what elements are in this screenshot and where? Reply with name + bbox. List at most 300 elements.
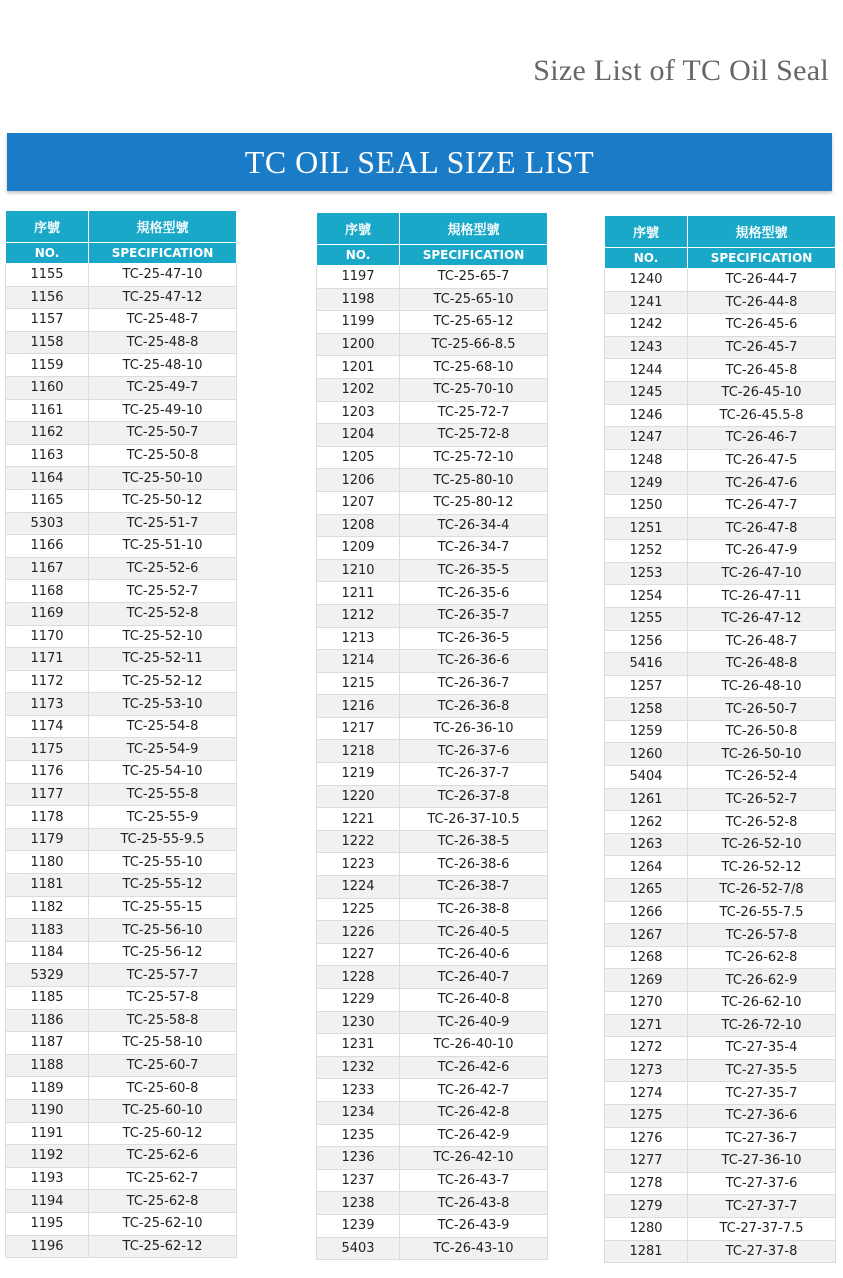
no-cell: 1216 xyxy=(317,695,400,718)
spec-cell: TC-25-58-8 xyxy=(89,1009,237,1032)
table-row xyxy=(317,650,548,673)
spec-cell: TC-26-52-8 xyxy=(688,811,836,834)
header-no-en: NO. xyxy=(6,243,89,264)
spec-cell: TC-25-51-7 xyxy=(89,512,237,535)
no-cell: 1234 xyxy=(317,1101,400,1124)
spec-cell: TC-25-56-12 xyxy=(89,941,237,964)
table-row xyxy=(6,828,237,851)
table-row xyxy=(317,876,548,899)
table-row xyxy=(317,1214,548,1237)
no-cell: 1183 xyxy=(6,919,89,942)
no-cell: 1236 xyxy=(317,1147,400,1170)
spec-cell: TC-25-55-12 xyxy=(89,874,237,897)
spec-cell: TC-25-70-10 xyxy=(400,378,548,401)
no-cell: 1172 xyxy=(6,670,89,693)
table-row xyxy=(605,856,836,879)
spec-cell: TC-25-80-12 xyxy=(400,491,548,514)
spec-cell: TC-26-42-7 xyxy=(400,1079,548,1102)
spec-cell: TC-26-43-8 xyxy=(400,1192,548,1215)
table-row xyxy=(605,517,836,540)
no-cell: 1263 xyxy=(605,833,688,856)
spec-cell: TC-26-45-8 xyxy=(688,359,836,382)
table-row xyxy=(6,1212,237,1235)
no-cell: 1195 xyxy=(6,1212,89,1235)
size-table-2 xyxy=(316,212,548,1260)
no-cell: 1218 xyxy=(317,740,400,763)
table-row xyxy=(605,494,836,517)
no-cell: 1202 xyxy=(317,378,400,401)
table-row xyxy=(605,1037,836,1060)
table-row xyxy=(317,966,548,989)
spec-cell: TC-25-52-8 xyxy=(89,602,237,625)
table-row xyxy=(317,604,548,627)
spec-cell: TC-25-54-9 xyxy=(89,738,237,761)
no-cell: 1281 xyxy=(605,1240,688,1263)
spec-cell: TC-25-51-10 xyxy=(89,535,237,558)
no-cell: 1186 xyxy=(6,1009,89,1032)
spec-cell: TC-27-35-5 xyxy=(688,1059,836,1082)
spec-cell: TC-27-36-7 xyxy=(688,1127,836,1150)
spec-cell: TC-26-45.5-8 xyxy=(688,404,836,427)
table-row xyxy=(605,1217,836,1240)
table-row xyxy=(6,783,237,806)
table-row xyxy=(317,378,548,401)
spec-cell: TC-25-62-7 xyxy=(89,1167,237,1190)
no-cell: 1255 xyxy=(605,607,688,630)
table-row xyxy=(605,1240,836,1263)
spec-cell: TC-26-44-8 xyxy=(688,291,836,314)
no-cell: 1279 xyxy=(605,1195,688,1218)
spec-cell: TC-25-62-8 xyxy=(89,1190,237,1213)
spec-cell: TC-25-50-12 xyxy=(89,489,237,512)
spec-cell: TC-26-52-4 xyxy=(688,766,836,789)
no-cell: 1225 xyxy=(317,898,400,921)
no-cell: 1264 xyxy=(605,856,688,879)
table-row xyxy=(317,1192,548,1215)
table-row xyxy=(6,444,237,467)
spec-cell: TC-26-35-5 xyxy=(400,559,548,582)
no-cell: 1233 xyxy=(317,1079,400,1102)
spec-cell: TC-26-48-10 xyxy=(688,675,836,698)
no-cell: 1187 xyxy=(6,1032,89,1055)
table-row xyxy=(317,921,548,944)
no-cell: 1214 xyxy=(317,650,400,673)
table-row xyxy=(6,715,237,738)
no-cell: 1156 xyxy=(6,286,89,309)
table-row xyxy=(605,607,836,630)
table-row xyxy=(605,1104,836,1127)
spec-cell: TC-25-52-7 xyxy=(89,580,237,603)
spec-cell: TC-26-52-7 xyxy=(688,788,836,811)
spec-cell: TC-25-54-10 xyxy=(89,761,237,784)
header-no-cn: 序號 xyxy=(6,211,89,243)
no-cell: 1253 xyxy=(605,562,688,585)
no-cell: 1170 xyxy=(6,625,89,648)
table-row xyxy=(6,1145,237,1168)
no-cell: 1243 xyxy=(605,336,688,359)
spec-cell: TC-26-36-6 xyxy=(400,650,548,673)
spec-cell: TC-25-49-7 xyxy=(89,376,237,399)
table-row xyxy=(605,1014,836,1037)
table-row xyxy=(317,288,548,311)
spec-cell: TC-25-80-10 xyxy=(400,469,548,492)
spec-cell: TC-26-40-5 xyxy=(400,921,548,944)
no-cell: 1181 xyxy=(6,874,89,897)
table-row xyxy=(317,401,548,424)
size-table-1 xyxy=(5,210,237,1258)
spec-cell: TC-26-37-6 xyxy=(400,740,548,763)
no-cell: 1157 xyxy=(6,309,89,332)
no-cell: 1265 xyxy=(605,879,688,902)
table-row xyxy=(605,314,836,337)
table-row xyxy=(6,1167,237,1190)
table-row xyxy=(6,1054,237,1077)
table-row xyxy=(6,1099,237,1122)
spec-cell: TC-25-55-8 xyxy=(89,783,237,806)
no-cell: 1201 xyxy=(317,356,400,379)
table-row xyxy=(6,512,237,535)
table-row xyxy=(6,422,237,445)
spec-cell: TC-26-47-12 xyxy=(688,607,836,630)
no-cell: 1270 xyxy=(605,992,688,1015)
spec-cell: TC-26-47-5 xyxy=(688,449,836,472)
spec-cell: TC-26-35-6 xyxy=(400,582,548,605)
no-cell: 1161 xyxy=(6,399,89,422)
table-row xyxy=(605,630,836,653)
spec-cell: TC-26-40-6 xyxy=(400,943,548,966)
spec-cell: TC-27-36-10 xyxy=(688,1150,836,1173)
table-row xyxy=(6,1032,237,1055)
no-cell: 1194 xyxy=(6,1190,89,1213)
spec-cell: TC-25-65-12 xyxy=(400,311,548,334)
table-row xyxy=(317,989,548,1012)
spec-cell: TC-26-47-10 xyxy=(688,562,836,585)
spec-cell: TC-26-52-7/8 xyxy=(688,879,836,902)
no-cell: 1162 xyxy=(6,422,89,445)
no-cell: 5329 xyxy=(6,964,89,987)
table-row xyxy=(605,833,836,856)
spec-cell: TC-26-36-8 xyxy=(400,695,548,718)
spec-cell: TC-26-50-10 xyxy=(688,743,836,766)
no-cell: 1211 xyxy=(317,582,400,605)
spec-cell: TC-26-46-7 xyxy=(688,427,836,450)
table-row xyxy=(605,269,836,292)
table-row xyxy=(605,381,836,404)
no-cell: 1227 xyxy=(317,943,400,966)
table-row xyxy=(6,693,237,716)
page-title: Size List of TC Oil Seal xyxy=(533,54,829,87)
spec-cell: TC-26-62-9 xyxy=(688,969,836,992)
table-row xyxy=(317,469,548,492)
no-cell: 1260 xyxy=(605,743,688,766)
table-row xyxy=(6,941,237,964)
table-row xyxy=(605,427,836,450)
no-cell: 1200 xyxy=(317,333,400,356)
table-row xyxy=(317,1147,548,1170)
no-cell: 1230 xyxy=(317,1011,400,1034)
no-cell: 1192 xyxy=(6,1145,89,1168)
no-cell: 1184 xyxy=(6,941,89,964)
table-row xyxy=(317,1034,548,1057)
size-table-3 xyxy=(604,215,836,1263)
table-row xyxy=(317,446,548,469)
header-spec-cn: 規格型號 xyxy=(400,213,548,245)
spec-cell: TC-26-52-10 xyxy=(688,833,836,856)
table-row xyxy=(605,291,836,314)
spec-cell: TC-26-47-7 xyxy=(688,494,836,517)
spec-cell: TC-27-37-7.5 xyxy=(688,1217,836,1240)
spec-cell: TC-26-62-10 xyxy=(688,992,836,1015)
table-row xyxy=(6,557,237,580)
spec-cell: TC-25-60-7 xyxy=(89,1054,237,1077)
spec-cell: TC-25-52-12 xyxy=(89,670,237,693)
table-row xyxy=(317,1079,548,1102)
no-cell: 1222 xyxy=(317,830,400,853)
spec-cell: TC-26-37-8 xyxy=(400,785,548,808)
table-row xyxy=(6,851,237,874)
no-cell: 1215 xyxy=(317,672,400,695)
no-cell: 1237 xyxy=(317,1169,400,1192)
spec-cell: TC-25-53-10 xyxy=(89,693,237,716)
no-cell: 1273 xyxy=(605,1059,688,1082)
table-row xyxy=(317,717,548,740)
spec-cell: TC-26-34-4 xyxy=(400,514,548,537)
spec-cell: TC-25-48-8 xyxy=(89,331,237,354)
table-row xyxy=(605,404,836,427)
spec-cell: TC-26-38-6 xyxy=(400,853,548,876)
no-cell: 1165 xyxy=(6,489,89,512)
no-cell: 5416 xyxy=(605,653,688,676)
table-row xyxy=(6,648,237,671)
table-row xyxy=(317,695,548,718)
no-cell: 1247 xyxy=(605,427,688,450)
no-cell: 1205 xyxy=(317,446,400,469)
spec-cell: TC-27-35-4 xyxy=(688,1037,836,1060)
spec-cell: TC-27-37-6 xyxy=(688,1172,836,1195)
no-cell: 1166 xyxy=(6,535,89,558)
table-row xyxy=(317,853,548,876)
table-row xyxy=(317,491,548,514)
no-cell: 1175 xyxy=(6,738,89,761)
spec-cell: TC-26-36-5 xyxy=(400,627,548,650)
table-row xyxy=(6,896,237,919)
spec-cell: TC-25-60-12 xyxy=(89,1122,237,1145)
no-cell: 1256 xyxy=(605,630,688,653)
no-cell: 1249 xyxy=(605,472,688,495)
table-row xyxy=(605,901,836,924)
no-cell: 1271 xyxy=(605,1014,688,1037)
spec-cell: TC-26-37-7 xyxy=(400,763,548,786)
no-cell: 1197 xyxy=(317,266,400,289)
no-cell: 1246 xyxy=(605,404,688,427)
table-row xyxy=(317,1237,548,1260)
spec-cell: TC-26-38-7 xyxy=(400,876,548,899)
no-cell: 1193 xyxy=(6,1167,89,1190)
no-cell: 1248 xyxy=(605,449,688,472)
header-spec-cn: 規格型號 xyxy=(89,211,237,243)
no-cell: 1189 xyxy=(6,1077,89,1100)
spec-cell: TC-26-43-9 xyxy=(400,1214,548,1237)
no-cell: 1217 xyxy=(317,717,400,740)
no-cell: 1212 xyxy=(317,604,400,627)
no-cell: 1180 xyxy=(6,851,89,874)
table-row xyxy=(317,582,548,605)
table-row xyxy=(605,1195,836,1218)
no-cell: 1250 xyxy=(605,494,688,517)
no-cell: 1174 xyxy=(6,715,89,738)
table-row xyxy=(605,811,836,834)
table-row xyxy=(317,785,548,808)
table-row xyxy=(6,1077,237,1100)
table-row xyxy=(605,1059,836,1082)
no-cell: 1272 xyxy=(605,1037,688,1060)
table-row xyxy=(317,627,548,650)
no-cell: 1245 xyxy=(605,381,688,404)
no-cell: 1268 xyxy=(605,946,688,969)
spec-cell: TC-25-55-9 xyxy=(89,806,237,829)
no-cell: 1196 xyxy=(6,1235,89,1258)
table-row xyxy=(6,309,237,332)
spec-cell: TC-25-58-10 xyxy=(89,1032,237,1055)
table-row xyxy=(6,489,237,512)
no-cell: 1155 xyxy=(6,264,89,287)
header-spec-en: SPECIFICATION xyxy=(400,245,548,266)
spec-cell: TC-25-68-10 xyxy=(400,356,548,379)
no-cell: 1164 xyxy=(6,467,89,490)
table-row xyxy=(6,964,237,987)
spec-cell: TC-25-65-10 xyxy=(400,288,548,311)
spec-cell: TC-26-43-10 xyxy=(400,1237,548,1260)
table-row xyxy=(6,580,237,603)
table-row xyxy=(6,738,237,761)
no-cell: 5403 xyxy=(317,1237,400,1260)
no-cell: 1158 xyxy=(6,331,89,354)
no-cell: 1280 xyxy=(605,1217,688,1240)
table-row xyxy=(605,969,836,992)
spec-cell: TC-26-45-7 xyxy=(688,336,836,359)
spec-cell: TC-25-50-7 xyxy=(89,422,237,445)
spec-cell: TC-26-40-7 xyxy=(400,966,548,989)
spec-cell: TC-27-35-7 xyxy=(688,1082,836,1105)
table-row xyxy=(317,424,548,447)
no-cell: 1251 xyxy=(605,517,688,540)
spec-cell: TC-26-37-10.5 xyxy=(400,808,548,831)
no-cell: 1219 xyxy=(317,763,400,786)
no-cell: 1278 xyxy=(605,1172,688,1195)
no-cell: 1254 xyxy=(605,585,688,608)
spec-cell: TC-25-55-9.5 xyxy=(89,828,237,851)
table-row xyxy=(317,311,548,334)
table-row xyxy=(6,399,237,422)
no-cell: 1185 xyxy=(6,987,89,1010)
no-cell: 1191 xyxy=(6,1122,89,1145)
spec-cell: TC-25-47-12 xyxy=(89,286,237,309)
spec-cell: TC-25-49-10 xyxy=(89,399,237,422)
no-cell: 1210 xyxy=(317,559,400,582)
table-row xyxy=(605,698,836,721)
table-row xyxy=(6,987,237,1010)
no-cell: 1261 xyxy=(605,788,688,811)
no-cell: 1160 xyxy=(6,376,89,399)
spec-cell: TC-26-45-6 xyxy=(688,314,836,337)
no-cell: 1276 xyxy=(605,1127,688,1150)
no-cell: 1178 xyxy=(6,806,89,829)
no-cell: 1262 xyxy=(605,811,688,834)
spec-cell: TC-26-52-12 xyxy=(688,856,836,879)
spec-cell: TC-26-35-7 xyxy=(400,604,548,627)
table-row xyxy=(317,763,548,786)
table-row xyxy=(605,1172,836,1195)
spec-cell: TC-26-50-8 xyxy=(688,720,836,743)
no-cell: 1266 xyxy=(605,901,688,924)
no-cell: 1252 xyxy=(605,540,688,563)
spec-cell: TC-26-42-6 xyxy=(400,1056,548,1079)
no-cell: 1277 xyxy=(605,1150,688,1173)
no-cell: 1267 xyxy=(605,924,688,947)
table-row xyxy=(317,898,548,921)
spec-cell: TC-26-62-8 xyxy=(688,946,836,969)
spec-cell: TC-25-50-10 xyxy=(89,467,237,490)
table-row xyxy=(605,992,836,1015)
spec-cell: TC-25-72-8 xyxy=(400,424,548,447)
no-cell: 1229 xyxy=(317,989,400,1012)
no-cell: 1190 xyxy=(6,1099,89,1122)
spec-cell: TC-26-38-8 xyxy=(400,898,548,921)
spec-cell: TC-26-47-8 xyxy=(688,517,836,540)
banner-title: TC OIL SEAL SIZE LIST xyxy=(244,143,595,180)
spec-cell: TC-26-50-7 xyxy=(688,698,836,721)
table-row xyxy=(317,672,548,695)
table-row xyxy=(317,1169,548,1192)
table-row xyxy=(6,467,237,490)
spec-cell: TC-26-48-7 xyxy=(688,630,836,653)
no-cell: 1274 xyxy=(605,1082,688,1105)
spec-cell: TC-25-52-11 xyxy=(89,648,237,671)
table-row xyxy=(6,354,237,377)
spec-cell: TC-25-62-6 xyxy=(89,1145,237,1168)
spec-cell: TC-25-56-10 xyxy=(89,919,237,942)
table-row xyxy=(605,788,836,811)
no-cell: 1269 xyxy=(605,969,688,992)
spec-cell: TC-25-72-7 xyxy=(400,401,548,424)
table-row xyxy=(6,602,237,625)
spec-cell: TC-27-37-8 xyxy=(688,1240,836,1263)
spec-cell: TC-26-42-10 xyxy=(400,1147,548,1170)
table-row xyxy=(6,625,237,648)
no-cell: 1224 xyxy=(317,876,400,899)
table-row xyxy=(317,559,548,582)
no-cell: 1171 xyxy=(6,648,89,671)
no-cell: 1176 xyxy=(6,761,89,784)
table-row xyxy=(6,331,237,354)
table-row xyxy=(6,264,237,287)
table-row xyxy=(605,1150,836,1173)
table-row xyxy=(605,1127,836,1150)
table-row xyxy=(6,919,237,942)
table-row xyxy=(6,1235,237,1258)
no-cell: 5404 xyxy=(605,766,688,789)
no-cell: 1242 xyxy=(605,314,688,337)
no-cell: 1206 xyxy=(317,469,400,492)
no-cell: 1208 xyxy=(317,514,400,537)
table-row xyxy=(317,943,548,966)
table-row xyxy=(605,359,836,382)
no-cell: 1169 xyxy=(6,602,89,625)
no-cell: 1228 xyxy=(317,966,400,989)
table-row xyxy=(317,740,548,763)
table-row xyxy=(317,808,548,831)
table-row xyxy=(605,562,836,585)
